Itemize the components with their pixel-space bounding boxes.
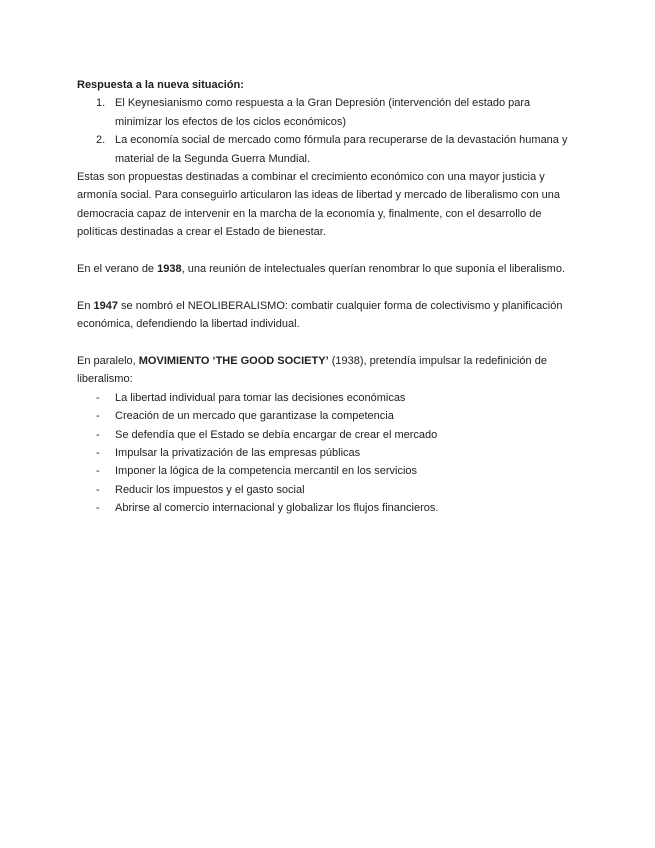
bold-year: 1947 [93,299,118,312]
dash-marker: - [96,428,100,441]
dash-marker: - [96,410,100,423]
paragraph-gap [77,278,580,296]
dash-list-item [77,426,580,444]
list-item-text: Impulsar la privatización de las empresas públicas [115,447,361,460]
paragraph-1938 [77,260,580,278]
dash-marker: - [96,465,100,478]
list-item-text: La economía social de mercado como fórmula para recuperarse de la devastación humana y material de la Segunda Guerra Mundial. [115,134,568,165]
list-item-text: Se defendía que el Estado se debía encargar de crear el mercado [115,428,438,441]
paragraph-good-society [77,352,580,389]
paragraph-text: se nombró el NEOLIBERALISMO: combatir cualquier forma de colectivismo y planificación económica, defendiendo la libertad individual. [77,299,563,331]
paragraph-text: En paralelo, [77,355,139,368]
dash-list [77,389,580,518]
bold-year: 1938 [157,263,182,276]
paragraph-proposals: Estas son propuestas destinadas a combinar el crecimiento económico con una mayor justicia y armonía social. Para conseguirlo articularon las ideas de libertad y mercado de liberalismo con una democracia capaz de intervenir en la marcha de la economía y, finalmente, con el desarrollo de políticas destinadas a crear el Estado de bienestar. [77,171,561,239]
dash-list-item [77,407,580,425]
dash-marker: - [96,502,100,515]
paragraph-gap [77,242,580,260]
dash-list-item [77,389,580,407]
list-number: 1. [96,97,106,110]
list-item-text: Creación de un mercado que garantizase la competencia [115,410,394,423]
document-body [77,76,580,518]
dash-marker: - [96,391,100,404]
list-item-text: El Keynesianismo como respuesta a la Gran Depresión (intervención del estado para minimizar los efectos de los ciclos económicos) [115,97,531,128]
bold-movement-name: MOVIMIENTO ‘THE GOOD SOCIETY’ [138,355,329,368]
dash-marker: - [96,447,100,460]
section-heading: Respuesta a la nueva situación: [77,79,244,91]
dash-list-item [77,462,580,480]
numbered-list [77,94,580,168]
dash-list-item [77,444,580,462]
list-number: 2. [96,134,106,147]
list-item-text: Reducir los impuestos y el gasto social [115,483,305,496]
paragraph-text: En [77,299,94,312]
numbered-list-item [77,94,580,131]
dash-list-item [77,481,580,499]
dash-list-item [77,499,580,517]
paragraph-text: , una reunión de intelectuales querían renombrar lo que suponía el liberalismo. [181,263,566,276]
paragraph-text: En el verano de [77,263,158,276]
dash-marker: - [96,483,100,496]
list-item-text: Imponer la lógica de la competencia mercantil en los servicios [115,465,418,478]
paragraph-gap [77,334,580,352]
list-item-text: Abrirse al comercio internacional y globalizar los flujos financieros. [115,502,439,515]
paragraph-text: (1938), pretendía impulsar la redefinición de liberalismo: [77,355,547,386]
paragraph-1947 [77,297,580,334]
list-item-text: La libertad individual para tomar las decisiones económicas [115,391,406,404]
numbered-list-item [77,131,580,168]
